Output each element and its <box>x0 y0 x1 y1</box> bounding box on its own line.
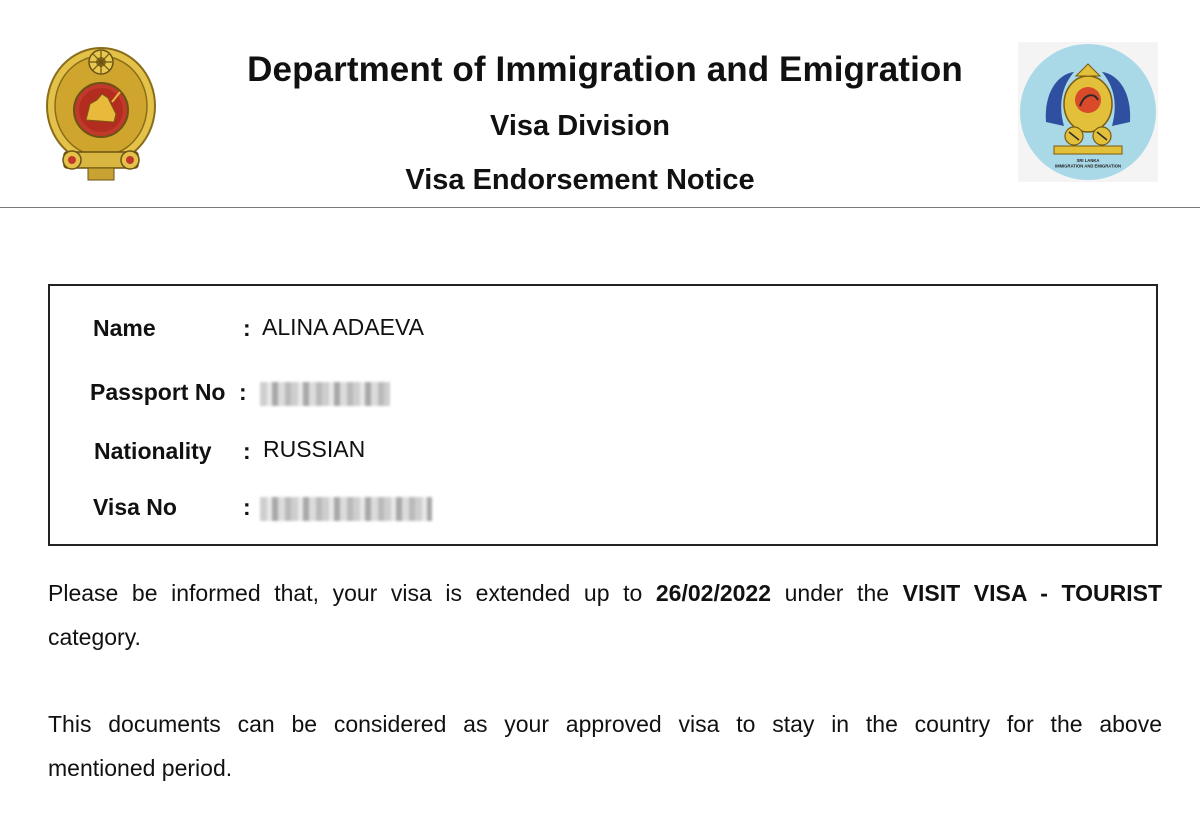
name-value: ALINA ADAEVA <box>262 314 424 340</box>
division-title: Visa Division <box>490 110 670 142</box>
nationality-value: RUSSIAN <box>263 436 366 462</box>
extension-paragraph <box>48 571 1162 659</box>
logo-caption-line1: SRI LANKA <box>1076 158 1100 163</box>
approval-paragraph <box>48 702 1162 790</box>
extension-date: 26/02/2022 <box>655 580 772 606</box>
extension-text-part1: Please be informed that, your visa is extended up to <box>48 580 656 606</box>
immigration-logo-icon <box>1018 42 1158 182</box>
visa-category: VISIT VISA - TOURIST <box>902 580 1162 606</box>
visa-no-colon: : <box>243 494 251 520</box>
sri-lanka-emblem-icon <box>42 44 160 184</box>
extension-paragraph-line1 <box>48 571 1162 615</box>
approval-paragraph-line1: This documents can be considered as your approved visa to stay in the country for the above <box>48 711 1162 737</box>
logo-caption-line2: IMMIGRATION AND EMIGRATION <box>1055 163 1121 169</box>
nationality-label: Nationality <box>94 438 212 464</box>
notice-title: Visa Endorsement Notice <box>405 164 755 196</box>
visa-no-label: Visa No <box>93 494 177 520</box>
name-label: Name <box>93 315 156 341</box>
document-header <box>0 0 1200 208</box>
personal-details-box <box>48 284 1158 546</box>
nationality-colon: : <box>243 438 251 464</box>
name-colon: : <box>243 315 251 341</box>
extension-text-part2: under the <box>771 580 903 606</box>
passport-value-redacted <box>260 382 390 406</box>
approval-paragraph-line2: mentioned period. <box>48 755 233 781</box>
passport-label: Passport No <box>90 379 226 405</box>
extension-text-part3: category. <box>48 624 141 650</box>
header-divider <box>0 207 1200 208</box>
passport-colon: : <box>239 379 247 405</box>
visa-no-value-redacted <box>260 497 432 521</box>
department-title: Department of Immigration and Emigration <box>247 50 963 89</box>
